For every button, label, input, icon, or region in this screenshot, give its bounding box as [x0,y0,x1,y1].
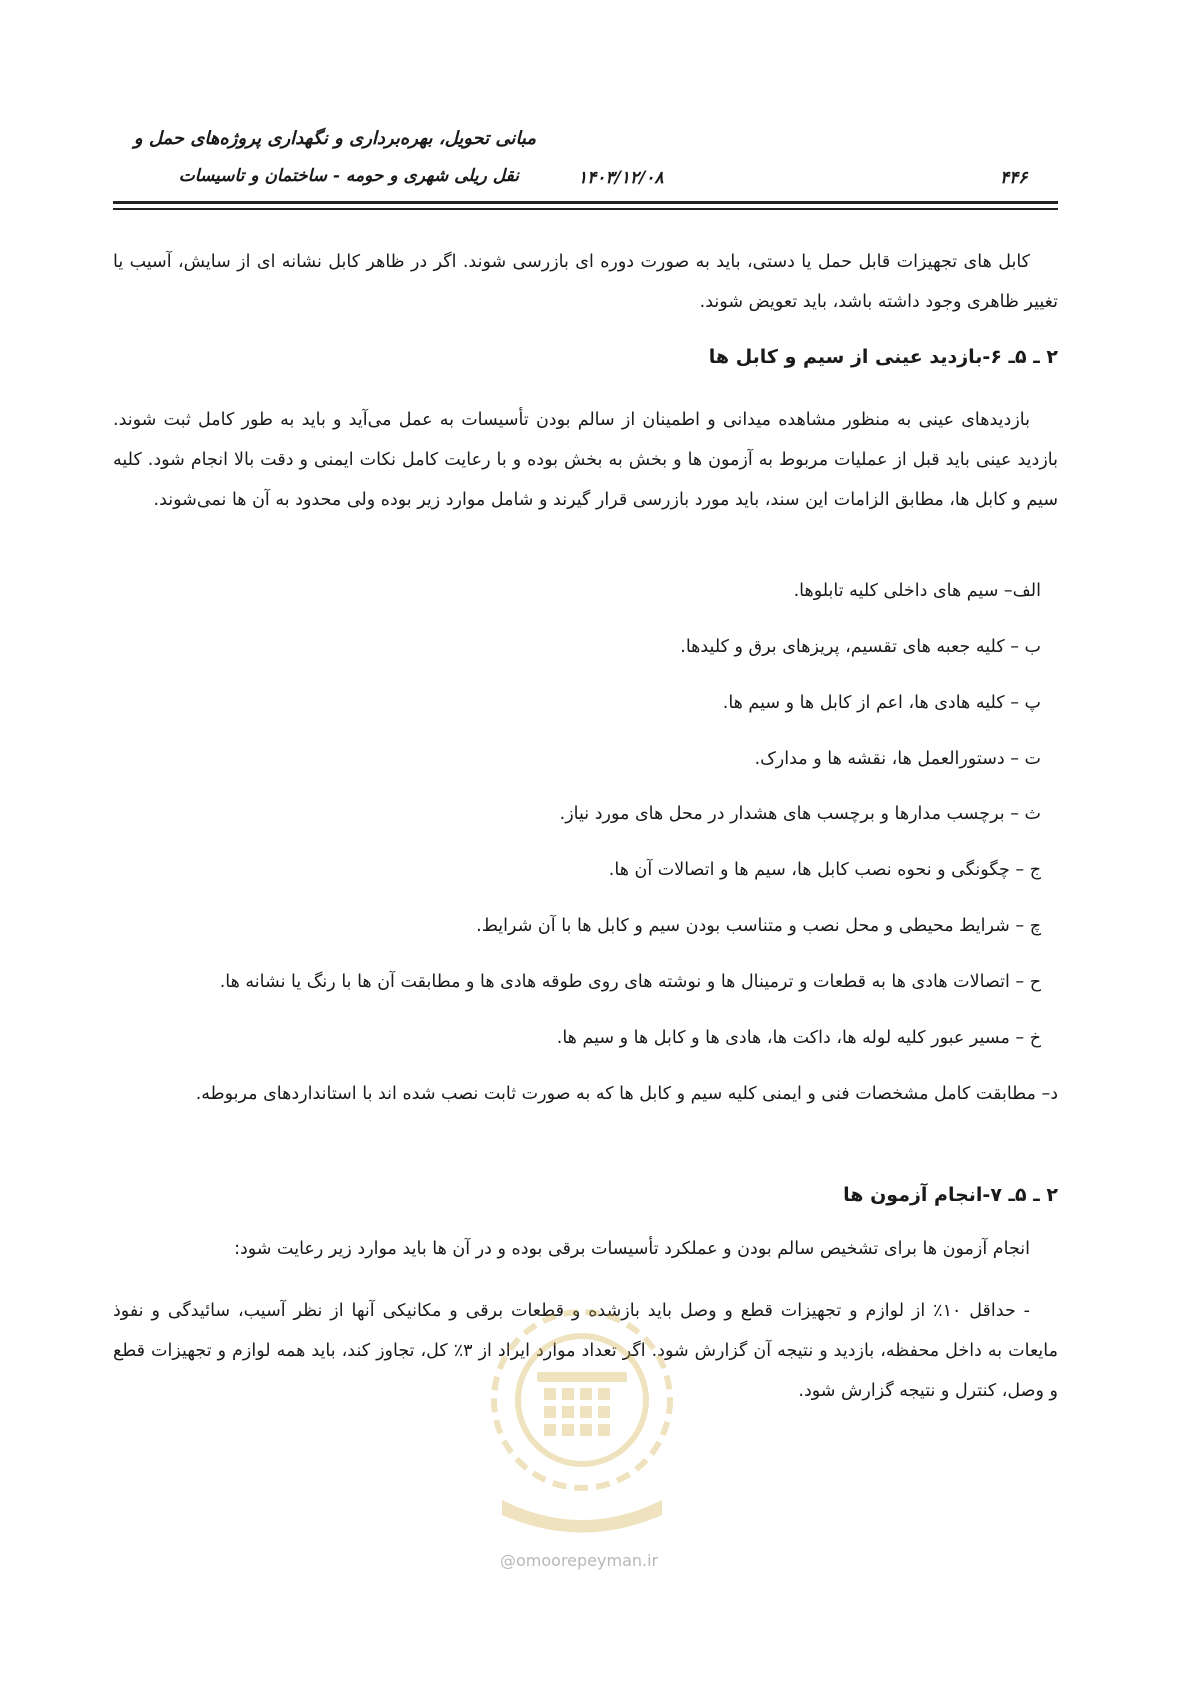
section6-paragraph: بازدیدهای عینی به منظور مشاهده میدانی و اطمینان از سالم بودن تأسیسات به عمل می‌آید و باید به طور کامل ثبت شوند. بازدید عینی باید قبل از عملیات مربوط به آزمون ها و بخش به بخش بوده و با رعایت کامل نکات ایمنی و دقت بالا انجام شود. کلیه سیم و کابل ها، مطابق الزامات این سند، باید مورد بازرسی قرار گیرند و شامل موارد زیر بوده ولی محدود به آن ها نمی‌شوند. [113,410,1058,510]
page-number: ۴۴۶ [1000,168,1028,188]
list-item: خ – مسیر عبور کلیه لوله ها، داکت ها، هادی ها و کابل ها و سیم ها. [556,1028,1041,1048]
header-title-line2: نقل ریلی شهری و حومه - ساختمان و تاسیسات [178,166,519,186]
list-item: پ – کلیه هادی ها، اعم از کابل ها و سیم ها. [722,693,1041,713]
list-item: الف– سیم های داخلی کلیه تابلوها. [793,581,1041,601]
list-item-last: د– مطابقت کامل مشخصات فنی و ایمنی کلیه سیم و کابل ها که به صورت ثابت نصب شده اند با استانداردهای مربوطه. [195,1084,1058,1104]
intro-paragraph: کابل های تجهیزات قابل حمل یا دستی، باید به صورت دوره ای بازرسی شوند. اگر در ظاهر کابل نشانه ای از سایش، آسیب یا تغییر ظاهری وجود داشته باشد، باید تعویض شوند. [113,252,1058,312]
header-rule-thin [113,208,1058,210]
watermark-site: @omoorepeyman.ir [500,1551,659,1570]
watermark-logo [482,1300,682,1540]
section-heading-7: ۲ ـ ۵ـ ۷-انجام آزمون ها [843,1184,1058,1206]
list-item: ب – کلیه جعبه های تقسیم، پریزهای برق و کلیدها. [680,637,1041,657]
header-date: ۱۴۰۳/۱۲/۰۸ [578,168,664,188]
section7-paragraph2: - حداقل ۱۰٪ از لوازم و تجهیزات قطع و وصل باید بازشده و قطعات برقی و مکانیکی آنها از نظر آسیب، سائیدگی و نفوذ مایعات به داخل محفظه، بازدید و نتیجه آن گزارش شود. اگر تعداد موارد ایراد از ۳٪ کل، تجاوز کند، باید همه لوازم و تجهیزات قطع و وصل، کنترل و نتیجه گزارش شود. [113,1301,1058,1401]
section-heading-6: ۲ ـ ۵ـ ۶-بازدید عینی از سیم و کابل ها [708,346,1058,368]
list-item: ح – اتصالات هادی ها به قطعات و ترمینال ها و نوشته های روی طوقه هادی ها و مطابقت آن ها با رنگ یا نشانه ها. [219,972,1041,992]
list-item: ت – دستورالعمل ها، نقشه ها و مدارک. [754,749,1041,769]
header-rule-thick [113,201,1058,204]
section7-paragraph1: انجام آزمون ها برای تشخیص سالم بودن و عملکرد تأسیسات برقی بوده و در آن ها باید موارد زیر رعایت شود: [234,1239,1030,1259]
list-item: چ – شرایط محیطی و محل نصب و متناسب بودن سیم و کابل ها با آن شرایط. [476,916,1041,936]
list-item: ث – برچسب مدارها و برچسب های هشدار در محل های مورد نیاز. [559,804,1041,824]
header-title-line1: مبانی تحویل، بهره‌برداری و نگهداری پروژه‌های حمل و [133,128,536,149]
list-item: ج – چگونگی و نحوه نصب کابل ها، سیم ها و اتصالات آن ها. [608,860,1041,880]
